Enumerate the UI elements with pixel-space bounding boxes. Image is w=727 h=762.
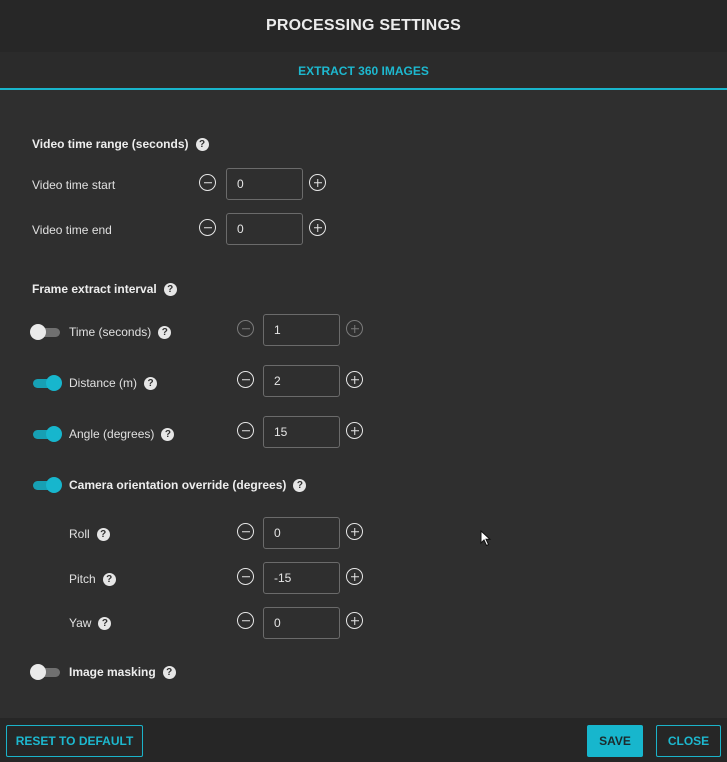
pitch-decrement-button[interactable] (237, 568, 254, 585)
video-time-start-increment-button[interactable] (309, 174, 326, 191)
camera-orientation-override-label: Camera orientation override (degrees) (69, 478, 287, 492)
time-seconds-label: Time (seconds) (69, 325, 152, 339)
yaw-label-group (69, 615, 111, 631)
distance-toggle[interactable] (30, 375, 60, 391)
distance-label-group (69, 375, 157, 391)
help-icon[interactable]: ? (98, 617, 111, 630)
image-masking-toggle[interactable] (30, 664, 60, 680)
tab-bar (0, 52, 727, 90)
video-time-start-decrement-button[interactable] (199, 174, 216, 191)
time-increment-button[interactable] (346, 320, 363, 337)
video-time-end-label: Video time end (32, 223, 112, 237)
yaw-input[interactable] (263, 607, 340, 639)
roll-increment-button[interactable] (346, 523, 363, 540)
help-icon[interactable]: ? (103, 573, 116, 586)
video-time-end-decrement-button[interactable] (199, 219, 216, 236)
pitch-increment-button[interactable] (346, 568, 363, 585)
settings-content (0, 90, 727, 718)
camera-orientation-override-toggle[interactable] (30, 477, 60, 493)
angle-label: Angle (degrees) (69, 427, 155, 441)
roll-input[interactable] (263, 517, 340, 549)
toggle-knob (30, 664, 46, 680)
pitch-input[interactable] (263, 562, 340, 594)
toggle-knob (30, 324, 46, 340)
yaw-decrement-button[interactable] (237, 612, 254, 629)
help-icon[interactable]: ? (164, 283, 177, 296)
time-seconds-input[interactable] (263, 314, 340, 346)
help-icon[interactable]: ? (158, 326, 171, 339)
roll-decrement-button[interactable] (237, 523, 254, 540)
tab-extract-360-images[interactable]: EXTRACT 360 IMAGES (298, 64, 429, 78)
time-toggle[interactable] (30, 324, 60, 340)
video-time-range-heading (32, 136, 209, 152)
help-icon[interactable]: ? (196, 138, 209, 151)
roll-label: Roll (69, 527, 90, 541)
dialog-footer (0, 718, 727, 762)
roll-label-group (69, 526, 110, 542)
toggle-knob (46, 426, 62, 442)
help-icon[interactable]: ? (163, 666, 176, 679)
video-time-end-input[interactable] (226, 213, 303, 245)
time-decrement-button[interactable] (237, 320, 254, 337)
distance-label: Distance (m) (69, 376, 138, 390)
help-icon[interactable]: ? (97, 528, 110, 541)
angle-toggle[interactable] (30, 426, 60, 442)
image-masking-label-group (69, 664, 176, 680)
pitch-label: Pitch (69, 572, 96, 586)
reset-to-default-button[interactable]: RESET TO DEFAULT (6, 725, 143, 757)
distance-decrement-button[interactable] (237, 371, 254, 388)
angle-label-group (69, 426, 174, 442)
image-masking-label: Image masking (69, 665, 156, 679)
video-time-start-input[interactable] (226, 168, 303, 200)
mouse-pointer-icon (480, 530, 492, 548)
dialog-title: PROCESSING SETTINGS (0, 0, 727, 52)
toggle-knob (46, 375, 62, 391)
close-button[interactable]: CLOSE (656, 725, 721, 757)
video-time-end-increment-button[interactable] (309, 219, 326, 236)
angle-increment-button[interactable] (346, 422, 363, 439)
yaw-label: Yaw (69, 616, 92, 630)
toggle-knob (46, 477, 62, 493)
save-button[interactable]: SAVE (587, 725, 643, 757)
video-time-range-title: Video time range (seconds) (32, 137, 189, 151)
angle-input[interactable] (263, 416, 340, 448)
video-time-start-label: Video time start (32, 178, 116, 192)
help-icon[interactable]: ? (161, 428, 174, 441)
time-seconds-label-group (69, 324, 171, 340)
distance-input[interactable] (263, 365, 340, 397)
pitch-label-group (69, 571, 116, 587)
angle-decrement-button[interactable] (237, 422, 254, 439)
help-icon[interactable]: ? (293, 479, 306, 492)
frame-extract-interval-heading (32, 281, 177, 297)
yaw-increment-button[interactable] (346, 612, 363, 629)
frame-extract-interval-title: Frame extract interval (32, 282, 157, 296)
camera-orientation-override-label-group (69, 477, 306, 493)
distance-increment-button[interactable] (346, 371, 363, 388)
help-icon[interactable]: ? (144, 377, 157, 390)
